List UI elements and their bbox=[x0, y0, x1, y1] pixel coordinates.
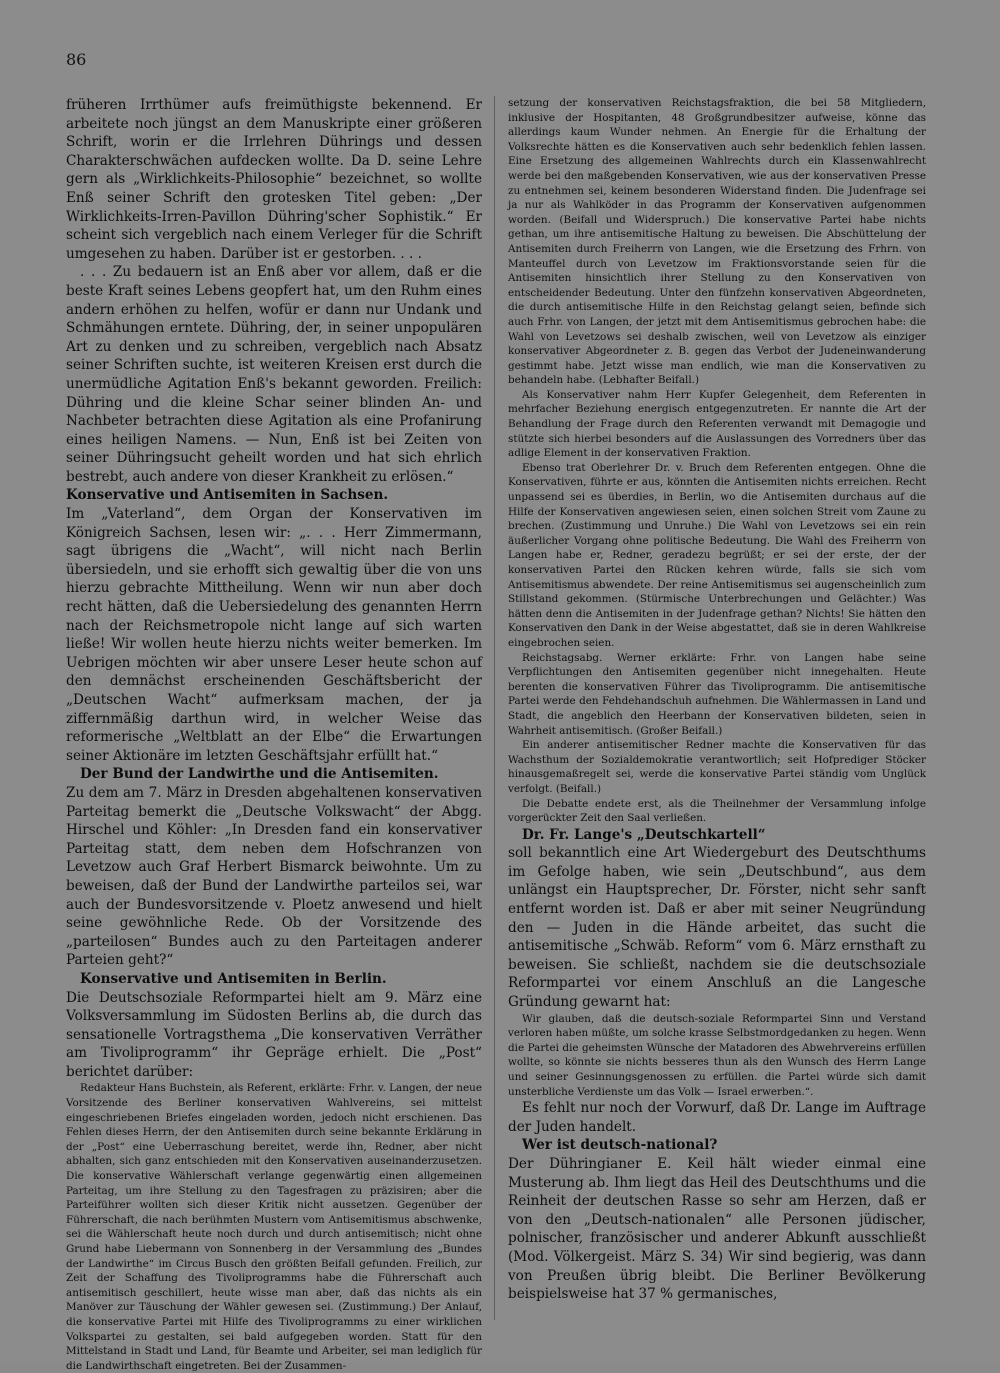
paragraph: Der Dühringianer E. Keil hält wieder einmal eine Musterung ab. Ihm liegt das Heil des Deutschthums und die Reinheit der deutschen Rasse so sehr am Herzen, daß er von den „Deutsch-nationalen“ alle Personen jüdischer, polnischer, französischer und anderer Abkunft ausschließt (Mod. Völkergeist. März S. 34) Wir sind begierig, was dann von Preußen übrig bleibt. Die Berliner Bevölkerung beispielsweise hat 37 % germanisches, bbox=[508, 1155, 926, 1303]
right-column bbox=[508, 96, 926, 1304]
quoted-report: Ebenso trat Oberlehrer Dr. v. Bruch dem Referenten entgegen. Ohne die Konservativen, führte er aus, könnten die Antisemiten nichts erreichen. Recht unpassend sei es überdies, in Berlin, wo die Antisemiten durchaus auf die Hilfe der Konservativen angewiesen seien, einen solchen Streit vom Zaune zu brechen. (Zustimmung und Unruhe.) Die Wahl von Levetzows sei ein rein äußerlicher Vorgang ohne politische Bedeutung. Die Wahl des Freiherrn von Langen habe er, Redner, geradezu begrüßt; er sei der erste, der der konservativen Partei den Rücken kehren würde, falls sie sich vom Antisemitismus abwendete. Der reine Antisemitismus sei augenscheinlich zum Stillstand gekommen. (Stürmische Unterbrechungen und Gelächter.) Was hätten denn die Antisemiten in der Judenfrage gethan? Nichts! Sie hätten den Konservativen den Dank in der Weise abgestattet, daß sie in deren Wahlkreise eingebrochen seien. bbox=[508, 461, 926, 649]
paragraph: früheren Irrthümer aufs freimüthigste bekennend. Er arbeitete noch jüngst an dem Manuskripte einer größeren Schrift, worin er die Irrlehren Dührings und dessen Charakterschwächen aufdecken wollte. Da D. seine Lehre gern als „Wirklichkeits-Philosophie“ bezeichnet, so wollte Enß seiner Schrift den grotesken Titel geben: „Der Wirklichkeits-Irren-Pavillon Dühring'scher Sophistik.“ Er scheint sich vergeblich nach einem Verleger für die Schrift umgesehen zu haben. Darüber ist er gestorben. . . . bbox=[66, 97, 482, 262]
section-heading: Konservative und Antisemiten in Berlin. bbox=[80, 970, 387, 987]
left-column bbox=[66, 96, 482, 1373]
paragraph: Zu dem am 7. März in Dresden abgehaltenen konservativen Parteitag bemerkt die „Deutsche Volkswacht“ der Abgg. Hirschel und Köhler: „In Dresden fand ein konservativer Parteitag statt, dem neben dem Hofschranzen von Levetzow auch Graf Herbert Bismarck beiwohnte. Um zu beweisen, daß der Bund der Landwirthe parteilos sei, war auch der Bundesvorsitzende v. Ploetz anwesend und hielt seine gewöhnliche Rede. Ob der Vorsitzende des „parteilosen“ Bundes auch zu den Parteitagen anderer Parteien geht?“ bbox=[66, 784, 482, 969]
quoted-passage: Wir glauben, daß die deutsch-soziale Reformpartei Sinn und Verstand verloren haben müßte, um solche krasse Selbstmordgedanken zu hegen. Wenn die Partei die geheimsten Wünsche der Matadoren des Abwehrvereins erfüllen wollte, so könnte sie nichts besseres thun als den Wunsch des Herrn Lange und seiner Gesinnungsgenossen zu erfüllen. die Partei würde sich damit unsterbliche Verdienste um das Volk — Israel erwerben.“. bbox=[508, 1012, 926, 1098]
section-heading: Wer ist deutsch-national? bbox=[522, 1137, 718, 1154]
paragraph: Es fehlt nur noch der Vorwurf, daß Dr. Lange im Auftrage der Juden handelt. bbox=[508, 1100, 926, 1135]
quoted-report: Redakteur Hans Buchstein, als Referent, erklärte: Frhr. v. Langen, der neue Vorsitzende des Berliner konservativen Wahlvereins, sei mittelst eingeschriebenen Briefes eingeladen worden, jedoch nicht erschienen. Das Fehlen dieses Herrn, der den Antisemiten durch seine bekannte Erklärung in der „Post“ eine Ueberraschung bereitet, werde ihn, Redner, aber nicht abhalten, sich ganz entschieden mit den Konservativen auseinanderzusetzen. Die konservative Wählerschaft verlange gegenwärtig einen allgemeinen Parteitag, um ihre Stellung zu den Tagesfragen zu präzisiren; aber die Parteiführer wollten sich dieser Kritik nicht aussetzen. Gegenüber der Führerschaft, die nach berühmten Mustern vom Antisemitismus abschwenke, sei die Wählerschaft heute noch durch und durch antisemitisch; nicht ohne Grund habe Liebermann von Sonnenberg in der Versammlung des „Bundes der Landwirthe“ im Circus Busch den größten Beifall gefunden. Freilich, zur Zeit der Schaffung des Tivoliprogramms habe die Führerschaft auch antisemitisch geschillert, heute wisse man aber, daß das nichts als ein Manöver zur Täuschung der Wähler gewesen sei. (Zustimmung.) Der Anlauf, die konservative Partei mit Hilfe des Tivoliprogramms zu einer wirklichen Volkspartei zu gestalten, sei bald aufgegeben worden. Statt für den Mittelstand in Stadt und Land, für Beamte und Arbeiter, sei man lediglich für die Landwirthschaft eingetreten. Bei der Zusammen- bbox=[66, 1082, 482, 1372]
quoted-report: Ein anderer antisemitischer Redner machte die Konservativen für das Wachsthum der Sozialdemokratie verantwortlich; seit Hofprediger Stöcker hinausgemaßregelt sei, werde die konservative Partei ständig vom Unglück verfolgt. (Beifall.) bbox=[508, 739, 926, 795]
quoted-report: Als Konservativer nahm Herr Kupfer Gelegenheit, dem Referenten in mehrfacher Beziehung energisch entgegenzutreten. Er nannte die Art der Behandlung der Frage durch den Referenten verwandt mit Demagogie und stützte sich hierbei besonders auf die Auslassungen des Vorredners über das adlige Element in der konservativen Fraktion. bbox=[508, 388, 926, 460]
quoted-report: Reichstagsabg. Werner erklärte: Frhr. von Langen habe seine Verpflichtungen den Antisemiten gegenüber nicht innegehalten. Heute berenten die konservativen Führer das Tivoliprogramm. Die antisemitische Partei werde den Fehdehandschuh aufnehmen. Die Wählermassen in Land und Stadt, die angeblich den Heerbann der Konservativen bildeten, seien in Wahrheit antisemitisch. (Großer Beifall.) bbox=[508, 651, 926, 737]
paragraph: soll bekanntlich eine Art Wiedergeburt des Deutschthums im Gefolge haben, wie sein „Deutschbund“, aus dem unlängst ein Hauptsprecher, Dr. Förster, nicht sehr sanft entfernt worden ist. Daß er aber mit seiner Neugründung den — Juden in die Hände arbeitet, das sucht die antisemitische „Schwäb. Reform“ vom 6. März ernsthaft zu beweisen. Sie schließt, nachdem sie die deutschsoziale Reformpartei vor einem Anschluß an die Langesche Gründung gewarnt hat: bbox=[508, 845, 926, 1011]
section-heading: Dr. Fr. Lange's „Deutschkartell“ bbox=[522, 826, 766, 843]
paragraph: . . . Zu bedauern ist an Enß aber vor allem, daß er die beste Kraft seines Lebens geopfert hat, um den Ruhm eines andern erhöhen zu helfen, wofür er dann nur Undank und Schmähungen erntete. Dühring, der, in seiner unpopulären Art zu denken und zu schreiben, vergeblich nach Absatz seiner Schriften suchte, ist weiteren Kreisen erst durch die unermüdliche Agitation Enß's bekannt geworden. Freilich: Dühring und die kleine Schar seiner blinden An- und Nachbeter betrachten diese Agitation als eine Profanirung eines heiligen Namens. — Nun, Enß ist bei Zeiten von seiner Dühringsucht geheilt worden und hat sich ehrlich bestrebt, auch andere von dieser Krankheit zu erlösen.“ bbox=[66, 264, 482, 485]
quoted-report: Die Debatte endete erst, als die Theilnehmer der Versammlung infolge vorgerückter Zeit den Saal verließen. bbox=[508, 797, 926, 825]
section-heading: Konservative und Antisemiten in Sachsen. bbox=[66, 487, 389, 504]
section-heading: Der Bund der Landwirthe und die Antisemiten. bbox=[80, 766, 439, 783]
paragraph: Die Deutschsoziale Reformpartei hielt am 9. März eine Volksversammlung im Südosten Berlins ab, die durch das sensationelle Vortragsthema „Die konservativen Verräther am Tivoliprogramm“ ihr Gepräge erhielt. Die „Post“ berichtet darüber: bbox=[66, 989, 482, 1080]
quoted-report: setzung der konservativen Reichstagsfraktion, die bei 58 Mitgliedern, inklusive der Hospitanten, 48 Großgrundbesitzer aufweise, könne das allerdings kaum Wunder nehmen. An Energie für die Erhaltung der Volksrechte hätten es die Konservativen auch sehr bedenklich fehlen lassen. Eine Ersetzung des allgemeinen Wahlrechts durch ein Klassenwahlrecht werde bei den maßgebenden Konservativen, wie aus der konservativen Presse zu entnehmen sei, keinem besonderen Widerstand finden. Die Judenfrage sei ja nur als Wahlköder in das Programm der Konservativen aufgenommen worden. (Beifall und Widerspruch.) Die konservative Partei habe nichts gethan, um ihre antisemitische Haltung zu beweisen. Die Abschüttelung der Antisemiten durch Freiherrn von Langen, wie die Ersetzung des Frhrn. von Manteuffel durch von Levetzow im Fraktionsvorstande seien für die Antisemiten hinsichtlich ihrer Stellung zu den Konservativen von entscheidender Bedeutung. Unter den fünfzehn konservativen Abgeordneten, die durch antisemitische Hilfe in den Reichstag gelangt seien, befinde sich auch Frhr. von Langen, der jetzt mit dem Antisemitismus gebrochen habe: die Wahl von Levetzows sei deshalb zwischen, weil von Levetzow als einziger konservativer Abgeordneter z. B. gegen das Verbot der Judeneinwanderung gestimmt habe. Jetzt wisse man endlich, wie man die Konservativen zu behandeln habe. (Lebhafter Beifall.) bbox=[508, 97, 926, 387]
column-divider bbox=[494, 96, 495, 1320]
paragraph: Im „Vaterland“, dem Organ der Konservativen im Königreich Sachsen, lesen wir: „. . . Herr Zimmermann, sagt übrigens die „Wacht“, will nicht nach Berlin übersiedeln, und sie erhofft sich gewaltig über die von uns hierzu gebrachte Mittheilung. Wenn wir nun aber doch recht hätten, daß die Uebersiedelung des genannten Herrn nach der Reichsmetropole nicht lange auf sich warten ließe! Wir wollen heute hierzu nichts weiter bemerken. Im Uebrigen möchten wir aber unsere Leser heute schon auf den demnächst erscheinenden Geschäftsbericht der „Deutschen Wacht“ aufmerksam machen, der ja ziffernmäßig darthun wird, in welcher Weise das reformerische „Weltblatt an der Elbe“ die Erwartungen seiner Aktionäre im letzten Geschäftsjahr erfüllt hat.“ bbox=[66, 506, 482, 764]
page-number: 86 bbox=[66, 50, 87, 69]
